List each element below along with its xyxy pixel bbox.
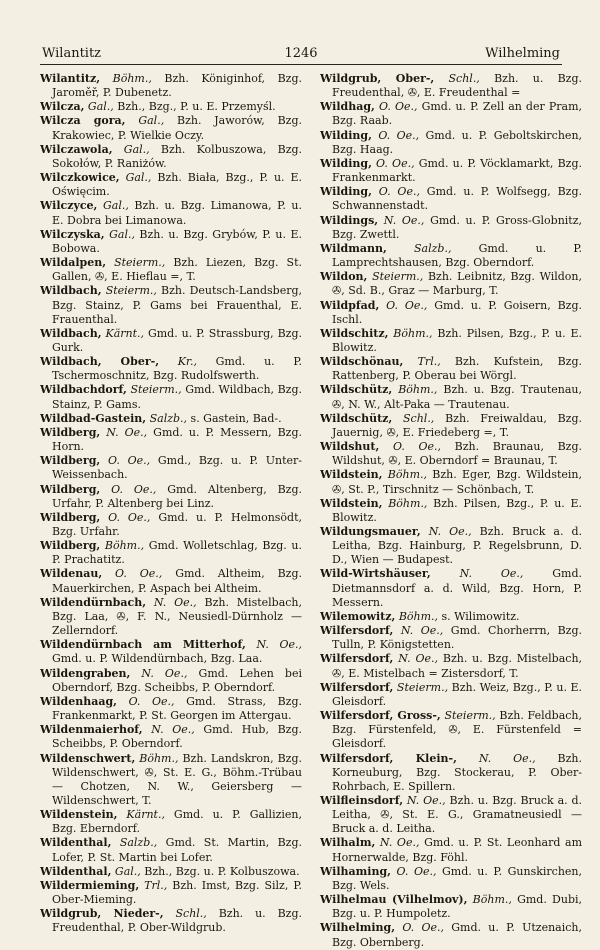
gazetteer-entry	[40, 836, 302, 864]
entry-region: Salzb.,	[119, 836, 158, 850]
entry-region: O. Oe.,	[128, 694, 175, 708]
entry-place-name: Wilczkowice,	[40, 171, 120, 185]
entry-place-name: Wilczawola,	[40, 142, 113, 156]
entry-region: N. Oe.,	[428, 525, 472, 538]
header-right-term: Wilhelming	[485, 46, 560, 61]
gazetteer-entry	[320, 709, 582, 751]
gazetteer-entry	[40, 228, 302, 256]
entry-region: Böhm.,	[112, 72, 152, 85]
gazetteer-entry	[40, 114, 302, 142]
gazetteer-entry	[40, 596, 302, 638]
gazetteer-entry	[320, 921, 582, 949]
entry-region: Steierm.,	[396, 680, 449, 694]
entry-region: N. Oe.,	[256, 638, 303, 652]
gazetteer-entry	[320, 497, 582, 525]
entry-place-name: Wildberg,	[40, 510, 101, 524]
entry-details: Gmd. Altenberg, Bzg. Urfahr, P. Altenberg bei Linz.	[52, 482, 302, 510]
gazetteer-entry	[40, 483, 302, 511]
entry-place-name: Wildenthal,	[40, 864, 112, 878]
entry-details: Bzh. Jaworów, Bzg. Krakowiec, P. Wielkie Oczy.	[52, 114, 302, 142]
entry-region: Böhm.,	[398, 383, 438, 397]
entry-region: Trl.,	[417, 355, 441, 369]
entry-place-name: Wilemowitz,	[320, 609, 396, 623]
gazetteer-entry	[320, 794, 582, 836]
entry-region: N. Oe.,	[153, 595, 197, 609]
entry-details: Bzh. Kolbuszowa, Bzg. Sokołów, P. Raniżów.	[52, 142, 303, 170]
entry-details: Bzh. u. Bzg. Trautenau, ✇, N. W., Alt-Paka — Trautenau.	[332, 383, 583, 411]
entry-region: O. Oe.,	[396, 864, 437, 878]
entry-details: Gmd. u. P. Gunskirchen, Bzg. Wels.	[332, 864, 583, 892]
entry-place-name: Wildengraben,	[40, 666, 131, 680]
entry-place-name: Wildings,	[320, 213, 379, 227]
page-number: 1246	[284, 46, 318, 61]
entry-place-name: Wildalpen,	[40, 256, 107, 270]
entry-details: Gmd. u. P. Tschermoschnitz, Bzg. Rudolfswerth.	[52, 355, 302, 383]
gazetteer-entry	[320, 440, 582, 468]
gazetteer-entry	[320, 383, 582, 411]
gazetteer-entry	[40, 355, 302, 383]
entry-place-name: Wilding,	[320, 128, 372, 142]
entry-place-name: Wildenau,	[40, 567, 103, 581]
gazetteer-entry	[40, 539, 302, 567]
entry-region: Schl.,	[403, 411, 435, 425]
entry-details: Gmd., Bzg. u. P. Unter-Weissenbach.	[52, 454, 303, 482]
entry-region: Gal.,	[125, 171, 152, 185]
entry-details: Bzh. Kufstein, Bzg. Rattenberg, P. Oberau bei Wörgl.	[332, 355, 582, 383]
gazetteer-entry	[40, 808, 302, 836]
gazetteer-entry	[320, 299, 582, 327]
entry-place-name: Wildermieming,	[40, 878, 140, 892]
entry-details: Gmd. u. P. Zell an der Pram, Bzg. Raab.	[332, 100, 582, 128]
entry-region: Steierm.,	[105, 284, 157, 298]
entry-details: Gmd. Wildbach, Bzg. Stainz, P. Gams.	[52, 383, 303, 411]
entry-details: Bzh. u. Bzg. Bruck a. d. Leitha, ✇, St. E. G., Gramatneusiedl — Bruck a. d. Leitha.	[332, 793, 582, 836]
entry-region: O. Oe.,	[115, 567, 163, 581]
entry-region: N. Oe.,	[379, 836, 420, 850]
entry-region: Schl.,	[448, 72, 480, 85]
gazetteer-entry	[40, 284, 302, 326]
gazetteer-entry	[320, 242, 582, 270]
gazetteer-entry	[40, 907, 302, 935]
gazetteer-entry	[320, 836, 582, 864]
gazetteer-entry	[320, 624, 582, 652]
entry-details: Gmd. u. P. Wolfsegg, Bzg. Schwannenstadt.	[332, 185, 582, 213]
entry-region: N. Oe.,	[151, 723, 195, 737]
entry-details: Gmd. Lehen bei Oberndorf, Bzg. Scheibbs, P. Oberndorf.	[52, 666, 303, 694]
entry-details: Gmd. u. P. Strassburg, Bzg. Gurk.	[52, 326, 303, 354]
gazetteer-entry	[40, 879, 302, 907]
entry-place-name: Wilfleinsdorf,	[320, 793, 404, 807]
running-header	[40, 44, 562, 65]
entry-details: Bzh. Mistelbach, Bzg. Laa, ✇, F. N., Neusiedl-Dürnholz — Zellerndorf.	[52, 595, 303, 638]
entry-details: Gmd. u. P. Gross-Globnitz, Bzg. Zwettl.	[332, 213, 583, 241]
entry-details: Bzh. Bruck a. d. Leitha, Bzg. Hainburg, P. Regelsbrunn, D. D., Wien — Budapest.	[332, 525, 583, 567]
gazetteer-entry	[320, 72, 582, 100]
gazetteer-entry	[320, 652, 582, 680]
gazetteer-entry	[320, 412, 582, 440]
entry-place-name: Wildberg,	[40, 539, 101, 553]
entry-region: Gal.,	[102, 199, 129, 213]
entry-place-name: Wilfersdorf,	[320, 680, 394, 694]
entry-details: Gmd. Wolletschlag, Bzg. u. P. Prachatitz.	[52, 539, 303, 567]
gazetteer-entry	[320, 567, 582, 609]
entry-place-name: Wildbach,	[40, 326, 102, 340]
entry-place-name: Wilantitz,	[40, 72, 101, 85]
entry-region: O. Oe.,	[378, 128, 420, 142]
gazetteer-entry	[320, 129, 582, 157]
entry-region: Steierm.,	[114, 256, 166, 270]
entry-region: O. Oe.,	[376, 156, 415, 170]
entry-details: Gmd. Dietmannsdorf a. d. Wild, Bzg. Horn, P. Messern.	[332, 567, 583, 609]
entry-region: N. Oe.,	[398, 652, 439, 666]
right-column	[320, 72, 582, 950]
entry-place-name: Wild-Wirtshäuser,	[320, 567, 431, 581]
entry-details: Gmd. Strass, Bzg. Frankenmarkt, P. St. Georgen im Attergau.	[52, 694, 302, 723]
gazetteer-entry	[40, 667, 302, 695]
entry-region: Böhm.,	[387, 468, 427, 482]
entry-place-name: Wilhelmau (Vilhelmov),	[320, 893, 468, 907]
entry-region: Böhm.,	[104, 539, 145, 553]
entry-region: Gal.,	[123, 142, 150, 156]
entry-region: N. Oe.,	[400, 624, 444, 638]
entry-details: Gmd. u. P. Goisern, Bzg. Ischl.	[332, 298, 583, 326]
entry-place-name: Wildstein,	[320, 468, 383, 482]
entry-details: Bzh. u. Bzg. Grybów, P. u. E. Bobowa.	[52, 227, 302, 255]
entry-details: Gmd. u. P. Helmonsödt, Bzg. Urfahr.	[52, 510, 303, 538]
entry-place-name: Wilhaming,	[320, 864, 391, 878]
gazetteer-entry	[40, 199, 302, 227]
entry-details: Gmd. u. P. Gallizien, Bzg. Eberndorf.	[52, 808, 302, 836]
entry-region: Böhm.,	[393, 326, 433, 340]
entry-place-name: Wildenmaierhof,	[40, 723, 143, 737]
gazetteer-entry	[40, 752, 302, 809]
entry-region: Kärnt.,	[126, 808, 165, 822]
entry-details: s. Wilimowitz.	[441, 609, 520, 623]
gazetteer-entry	[320, 865, 582, 893]
entry-region: Gal.,	[114, 864, 141, 878]
entry-region: Salzb.,	[149, 411, 188, 425]
entry-place-name: Wildpfad,	[320, 298, 380, 312]
entry-place-name: Wildbad-Gastein,	[40, 411, 147, 425]
entry-details: Bzh., Bzg., P. u. E. Przemyśl.	[117, 100, 276, 114]
entry-region: N. Oe.,	[459, 567, 524, 581]
gazetteer-entry	[320, 355, 582, 383]
gazetteer-entry	[320, 525, 582, 567]
entry-details: Bzh. u. Bzg. Mistelbach, ✇, E. Mistelbach = Zistersdorf, T.	[332, 652, 583, 680]
entry-place-name: Wilcza gora,	[40, 114, 126, 128]
entry-details: Gmd. u. P. Geboltskirchen, Bzg. Haag.	[332, 128, 583, 156]
entry-details: Bzh. Liezen, Bzg. St. Gallen, ✇, E. Hieflau =, T.	[52, 256, 302, 284]
gazetteer-entry	[320, 100, 582, 128]
entry-place-name: Wildbach, Ober-,	[40, 355, 160, 369]
entry-region: O. Oe.,	[402, 921, 444, 935]
left-column	[40, 72, 302, 936]
gazetteer-entry	[320, 157, 582, 185]
entry-place-name: Wildgrub, Ober-,	[320, 72, 435, 85]
entry-details: s. Gastein, Bad-.	[190, 411, 282, 425]
entry-region: Steierm.,	[372, 270, 424, 284]
entry-details: Bzh. Korneuburg, Bzg. Stockerau, P. Ober-Rohrbach, E. Spillern.	[332, 751, 582, 793]
header-left-term: Wilantitz	[42, 46, 102, 61]
entry-details: Bzh. Pilsen, Bzg., P. u. E. Blowitz.	[332, 496, 583, 524]
entry-place-name: Wildbachdorf,	[40, 383, 127, 397]
gazetteer-entry	[40, 327, 302, 355]
gazetteer-entry	[40, 454, 302, 482]
entry-region: Salzb.,	[414, 241, 452, 255]
gazetteer-entry	[320, 610, 582, 624]
entry-region: O. Oe.,	[111, 482, 157, 496]
entry-details: Bzh. Feldbach, Bzg. Fürstenfeld, ✇, E. Fürstenfeld = Gleisdorf.	[332, 709, 582, 751]
entry-details: Bzh. Pilsen, Bzg., P. u. E. Blowitz.	[332, 326, 582, 354]
entry-region: Böhm.,	[139, 751, 179, 765]
entry-region: Steierm.,	[444, 709, 496, 723]
entry-place-name: Wilczyce,	[40, 199, 98, 213]
entry-region: O. Oe.,	[107, 454, 151, 468]
gazetteer-entry	[40, 143, 302, 171]
entry-place-name: Wilhalm,	[320, 836, 376, 850]
entry-details: Bzh. Freiwaldau, Bzg. Jauernig, ✇, E. Friedeberg =, T.	[332, 411, 583, 439]
entry-region: Böhm.,	[398, 609, 439, 623]
entry-place-name: Wildhag,	[320, 100, 375, 114]
gazetteer-entry	[40, 100, 302, 114]
entry-place-name: Wildbach,	[40, 284, 102, 298]
gazetteer-entry	[40, 72, 302, 100]
entry-region: Böhm.,	[388, 496, 428, 510]
gazetteer-entry	[320, 214, 582, 242]
entry-place-name: Wilfersdorf, Gross-,	[320, 709, 441, 723]
entry-place-name: Wildberg,	[40, 482, 101, 496]
entry-details: Gmd. u. P. Lamprechtshausen, Bzg. Oberndorf.	[332, 241, 583, 270]
entry-details: Gmd. u. P. Utzenaich, Bzg. Obernberg.	[332, 921, 582, 949]
entry-region: O. Oe.,	[378, 185, 420, 199]
entry-place-name: Wildschütz,	[320, 383, 393, 397]
entry-region: Schl.,	[175, 907, 207, 921]
entry-place-name: Wilfersdorf,	[320, 624, 394, 638]
entry-place-name: Wildgrub, Nieder-,	[40, 907, 164, 921]
entry-place-name: Wildshut,	[320, 440, 380, 454]
entry-details: Bzh. u. Bzg. Limanowa, P. u. E. Dobra bei Limanowa.	[52, 199, 302, 227]
gazetteer-entry	[320, 752, 582, 794]
gazetteer-entry	[40, 695, 302, 723]
entry-place-name: Wildstein,	[320, 496, 383, 510]
gazetteer-entry	[320, 681, 582, 709]
gazetteer-entry	[320, 893, 582, 921]
entry-region: Kärnt.,	[105, 326, 145, 340]
entry-place-name: Wildberg,	[40, 454, 101, 468]
entry-region: O. Oe.,	[378, 100, 418, 114]
entry-place-name: Wildenstein,	[40, 808, 118, 822]
entry-region: Gal.,	[87, 100, 114, 114]
entry-region: N. Oe.,	[383, 213, 425, 227]
entry-details: Bzh. u. Bzg. Freudenthal, ✇, E. Freudenthal =	[332, 72, 583, 100]
entry-details: Bzh. Eger, Bzg. Wildstein, ✇, St. P., Tirschnitz — Schönbach, T.	[332, 468, 582, 496]
entry-details: Bzh., Bzg. u. P. Kolbuszowa.	[144, 864, 300, 878]
gazetteer-entry	[40, 256, 302, 284]
entry-details: Gmd. Dubi, Bzg. u. P. Humpoletz.	[332, 893, 583, 921]
entry-details: Bzh. Leibnitz, Bzg. Wildon, ✇, Sd. B., Graz — Marburg, T.	[332, 270, 583, 298]
entry-details: Bzh. Deutsch-Landsberg, Bzg. Stainz, P. Gams bei Frauenthal, E. Frauenthal.	[52, 284, 302, 326]
gazetteer-entry	[320, 327, 582, 355]
entry-place-name: Wilhelming,	[320, 921, 396, 935]
entry-place-name: Wildenhaag,	[40, 694, 117, 708]
entry-region: Steierm.,	[130, 383, 182, 397]
entry-place-name: Wilding,	[320, 185, 372, 199]
entry-details: Gmd. Hub, Bzg. Scheibbs, P. Oberndorf.	[52, 723, 302, 751]
entry-region: O. Oe.,	[392, 440, 441, 454]
entry-region: Gal.,	[109, 227, 135, 241]
gazetteer-entry	[320, 468, 582, 496]
entry-details: Gmd. Altheim, Bzg. Mauerkirchen, P. Aspach bei Altheim.	[52, 567, 303, 595]
entry-details: Bzh. Imst, Bzg. Silz, P. Ober-Mieming.	[52, 878, 302, 907]
entry-details: Gmd. u. P. Wildendürnbach, Bzg. Laa.	[52, 652, 263, 666]
entry-details: Bzh. Landskron, Bzg. Wildenschwert, ✇, St. E. G., Böhm.-Trübau — Chotzen, N. W., Geiersberg — Wildenschwert, T.	[52, 751, 302, 807]
gazetteer-entry	[320, 185, 582, 213]
entry-place-name: Wildenthal,	[40, 836, 112, 850]
entry-details: Gmd. u. P. Vöcklamarkt, Bzg. Frankenmarkt.	[332, 156, 582, 185]
entry-region: N. Oe.,	[141, 666, 188, 680]
entry-place-name: Wildmann,	[320, 241, 387, 255]
entry-details: Bzh. Biała, Bzg., P. u. E. Oświęcim.	[52, 171, 303, 199]
gazetteer-entry	[40, 171, 302, 199]
entry-details: Bzh. Königinhof, Bzg. Jaroměř, P. Dubenetz.	[52, 72, 303, 100]
entry-place-name: Wildungsmauer,	[320, 525, 421, 538]
entry-region: Trl.,	[144, 878, 168, 892]
entry-place-name: Wildberg,	[40, 425, 101, 439]
entry-details: Gmd. u. P. Messern, Bzg. Horn.	[52, 425, 303, 454]
entry-place-name: Wildschönau,	[320, 355, 404, 369]
entry-region: Kr.,	[177, 355, 197, 369]
entry-place-name: Wildendürnbach,	[40, 595, 147, 609]
entry-place-name: Wilczyska,	[40, 227, 105, 241]
entry-region: Böhm.,	[472, 893, 512, 907]
entry-place-name: Wildenschwert,	[40, 751, 136, 765]
entry-region: O. Oe.,	[386, 298, 428, 312]
gazetteer-entry	[40, 412, 302, 426]
entry-details: Bzh. Weiz, Bzg., P. u. E. Gleisdorf.	[332, 680, 583, 708]
entry-details: Gmd. u. P. St. Leonhard am Hornerwalde, Bzg. Föhl.	[332, 836, 582, 864]
gazetteer-entry	[40, 426, 302, 454]
gazetteer-entry	[320, 270, 582, 298]
entry-region: N. Oe.,	[106, 425, 148, 439]
entry-place-name: Wildschütz,	[320, 411, 393, 425]
entry-place-name: Wildschitz,	[320, 326, 389, 340]
entry-place-name: Wilding,	[320, 156, 372, 170]
entry-details: Gmd. Chorherrn, Bzg. Tulln, P. Königstetten.	[332, 624, 582, 652]
entry-region: N. Oe.,	[406, 793, 446, 807]
entry-place-name: Wildendürnbach am Mitterhof,	[40, 638, 246, 652]
entry-region: O. Oe.,	[108, 510, 151, 524]
entry-region: Gal.,	[138, 114, 165, 128]
entry-place-name: Wilfersdorf,	[320, 652, 394, 666]
gazetteer-entry	[40, 383, 302, 411]
entry-place-name: Wilfersdorf, Klein-,	[320, 751, 457, 765]
gazetteer-entry	[40, 511, 302, 539]
entry-details: Bzh. Braunau, Bzg. Wildshut, ✇, E. Oberndorf = Braunau, T.	[332, 440, 583, 468]
gazetteer-entry	[40, 638, 302, 666]
entry-region: N. Oe.,	[478, 751, 536, 765]
entry-details: Bzh. u. Bzg. Freudenthal, P. Ober-Wildgrub.	[52, 907, 303, 935]
gazetteer-entry	[40, 723, 302, 751]
entry-place-name: Wildon,	[320, 270, 368, 284]
gazetteer-entry	[40, 567, 302, 595]
entry-place-name: Wilcza,	[40, 100, 85, 114]
entry-details: Gmd. St. Martin, Bzg. Lofer, P. St. Martin bei Lofer.	[52, 836, 303, 864]
gazetteer-entry	[40, 865, 302, 879]
